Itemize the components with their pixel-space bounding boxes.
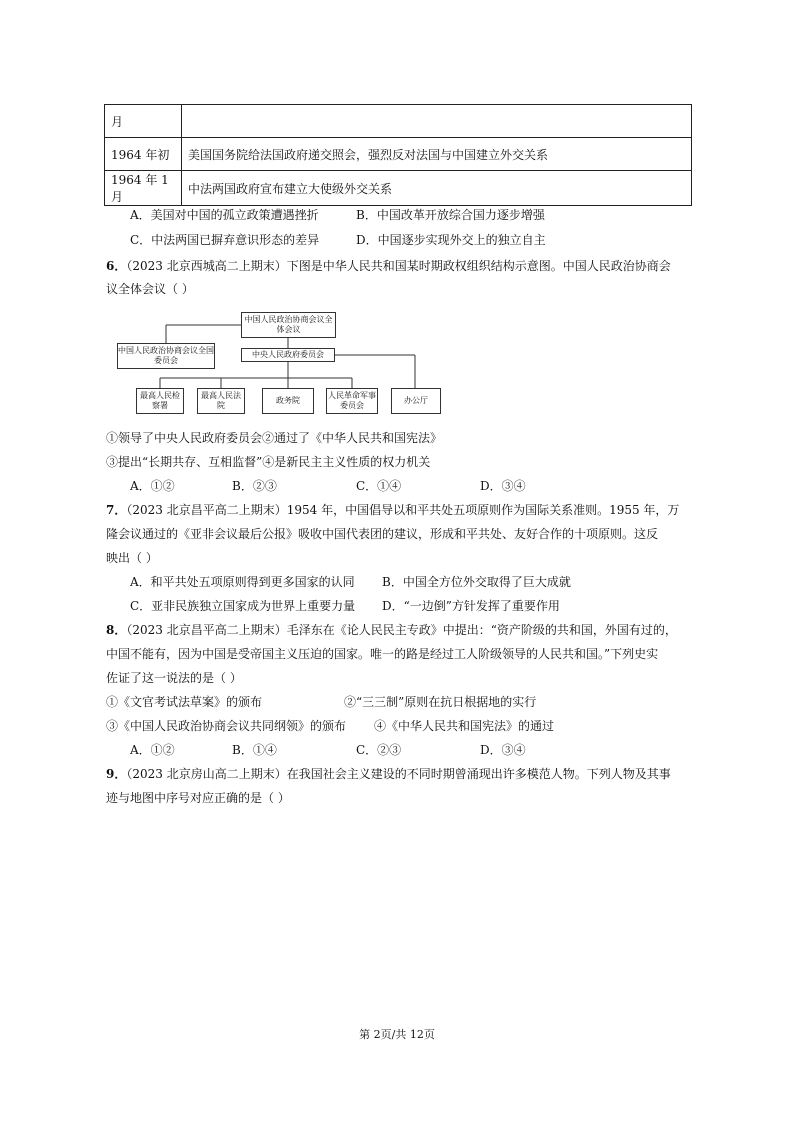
q8-stem-text: （2023 北京昌平高二上期末）毛泽东在《论人民民主专政》中提出：“资产阶级的共和国，外国有过的，	[126, 623, 677, 637]
q6-number: 6．	[106, 259, 127, 273]
q9-stem-text: （2023 北京房山高二上期末）在我国社会主义建设的不同时期曾涌现出许多模范人物。下列人物及其事	[126, 767, 671, 781]
q8-number: 8．	[106, 623, 127, 637]
q7-option-d: D．“一边倒”方针发挥了重要作用	[382, 599, 560, 613]
q7-option-a: A．和平共处五项原则得到更多国家的认同	[130, 575, 355, 589]
q8-statement-3: ③《中国人民政治协商会议共同纲领》的颁布	[106, 719, 347, 733]
q5-option-a: A．美国对中国的孤立政策遭遇挫折	[130, 208, 319, 222]
box-central-government-committee: 中央人民政府委员会	[241, 348, 335, 362]
q6-stem-line-2: 议全体会议（ ）	[106, 282, 194, 296]
q8-stem-line-3: 佐证了这一说法的是（ ）	[106, 671, 242, 685]
box-government-administration-council: 政务院	[262, 388, 314, 414]
table-cell: 中法两国政府宣布建立大使级外交关系	[182, 171, 692, 206]
table-cell: 美国国务院给法国政府递交照会，强烈反对法国与中国建立外交关系	[182, 138, 692, 171]
q7-option-b: B．中国全方位外交取得了巨大成就	[382, 575, 571, 589]
q8-statement-2: ②“三三制”原则在抗日根据地的实行	[344, 695, 537, 709]
q8-option-c: C．②③	[356, 743, 402, 757]
q7-option-c: C．亚非民族独立国家成为世界上重要力量	[130, 599, 356, 613]
q7-stem-line-1	[106, 500, 679, 520]
q6-option-b: B．②③	[232, 479, 277, 493]
box-supreme-procuratorate: 最高人民检察署	[136, 388, 184, 414]
q7-number: 7．	[106, 503, 127, 517]
q7-stem-text: （2023 北京昌平高二上期末）1954 年，中国倡导以和平共处五项原则作为国际关系准则。1955 年，万	[126, 503, 680, 517]
q6-option-a: A．①②	[130, 479, 175, 493]
q6-stem-text: （2023 北京西城高二上期末）下图是中华人民共和国某时期政权组织结构示意图。中国人民政治协商会	[126, 259, 671, 273]
box-cppcc-plenary: 中国人民政治协商会议全体会议	[241, 312, 336, 338]
q9-stem-line-1	[106, 764, 671, 784]
page-number: 第 2页/共 12页	[359, 1028, 435, 1041]
q8-option-b: B．①④	[232, 743, 277, 757]
q8-option-a: A．①②	[130, 743, 175, 757]
q6-option-c: C．①④	[356, 479, 402, 493]
q6-statement-1: ①领导了中央人民政府委员会②通过了《中华人民共和国宪法》	[106, 431, 443, 445]
box-cppcc-national-committee: 中国人民政治协商会议全国委员会	[117, 343, 215, 369]
q8-stem-line-2: 中国不能有，因为中国是受帝国主义压迫的国家。唯一的路是经过工人阶级领导的人民共和国。”下列史实	[106, 647, 659, 661]
table-cell: 月	[105, 105, 182, 138]
q5-option-c: C．中法两国已摒弃意识形态的差异	[130, 233, 320, 247]
q8-option-d: D．③④	[480, 743, 526, 757]
q7-stem-line-2: 隆会议通过的《亚非会议最后公报》吸收中国代表团的建议，形成和平共处、友好合作的十项原则。这反	[106, 527, 659, 541]
q9-stem-line-2: 迹与地图中序号对应正确的是（ ）	[106, 791, 290, 805]
q5-option-b: B．中国改革开放综合国力逐步增强	[356, 208, 545, 222]
table-cell: 1964 年初	[105, 138, 182, 171]
q6-option-d: D．③④	[480, 479, 526, 493]
q5-option-d: D．中国逐步实现外交上的独立自主	[356, 233, 546, 247]
q9-number: 9．	[106, 767, 127, 781]
box-general-office: 办公厅	[391, 388, 441, 414]
q8-statement-1: ①《文官考试法草案》的颁布	[106, 695, 263, 709]
q6-statement-2: ③提出“长期共存、互相监督”④是新民主主义性质的权力机关	[106, 455, 431, 469]
box-supreme-court: 最高人民法院	[197, 388, 245, 414]
q7-stem-line-3: 映出（ ）	[106, 551, 158, 565]
table-cell: 1964 年 1 月	[105, 171, 182, 206]
q8-statement-4: ④《中华人民共和国宪法》的通过	[374, 719, 555, 733]
box-military-commission: 人民革命军事委员会	[326, 388, 378, 414]
q8-stem-line-1	[106, 620, 677, 640]
